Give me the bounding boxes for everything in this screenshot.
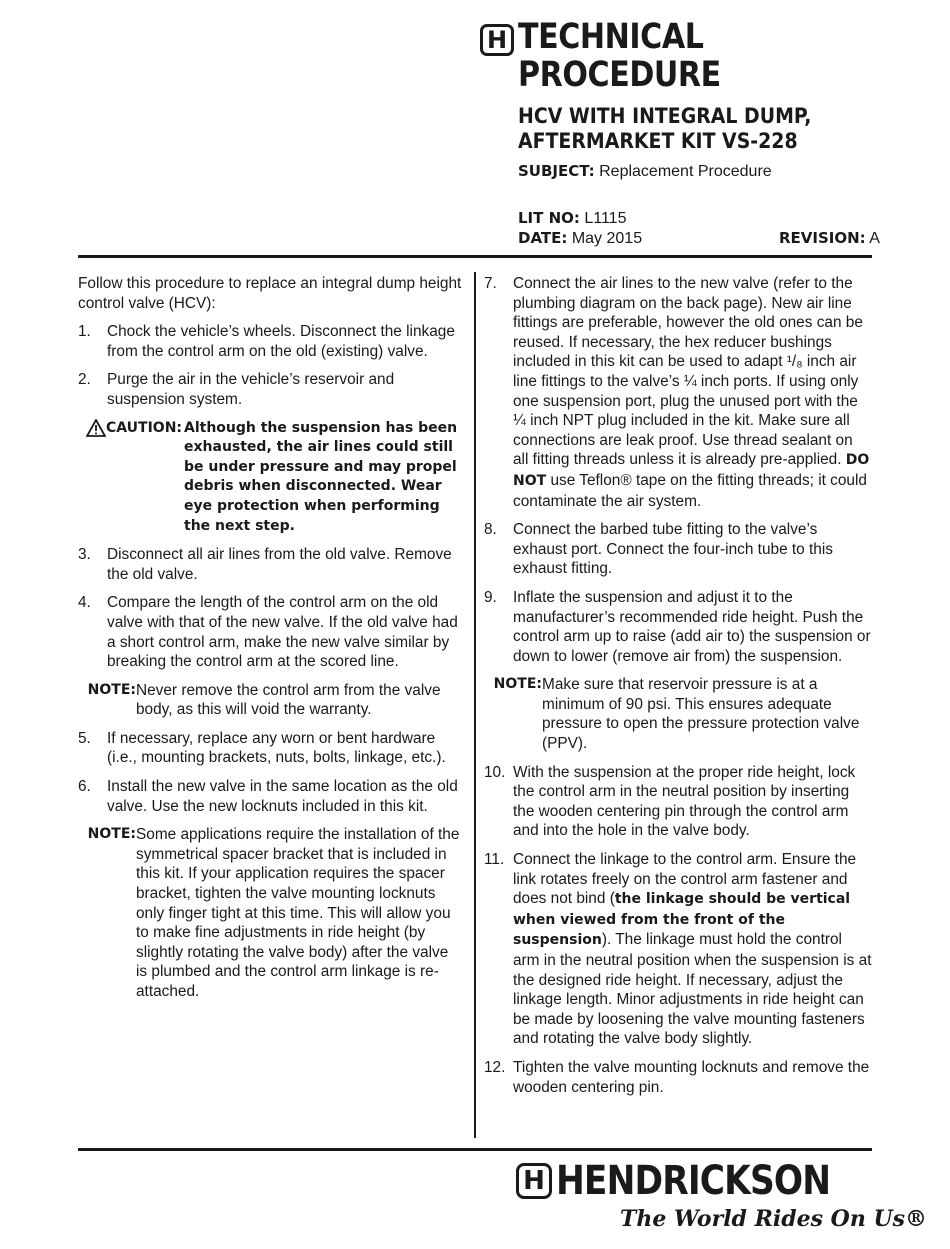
subject-label: SUBJECT: <box>518 162 595 180</box>
caution-text: Although the suspension has been exhausted, the air lines could still be under pressure and may propel debris when disconnected. Wear eye protection when performing the next step. <box>184 419 458 534</box>
warning-triangle-icon <box>86 419 106 437</box>
step-text <box>513 274 872 511</box>
step-text-part: ). The linkage must hold the control arm in the neutral position when the suspension is at the designed ride height. If necessary, adjust the linkage length. Minor adjustments in ride height can be made by loosening the valve mounting fasteners and rotating the valve body slightly. <box>513 931 872 1048</box>
hendrickson-h-logo-icon: H <box>516 1163 552 1199</box>
date-line <box>518 229 642 248</box>
step-10 <box>484 763 872 841</box>
step-number: 4. <box>78 594 91 612</box>
lit-no-line <box>518 209 626 228</box>
subtitle-line-2: AFTERMARKET KIT VS-228 <box>518 129 798 153</box>
step-number: 2. <box>78 371 91 389</box>
step-number: 12. <box>484 1058 506 1076</box>
step-number: 9. <box>484 588 497 606</box>
step-number: 3. <box>78 546 91 564</box>
subject-line <box>518 162 772 181</box>
step-number: 1. <box>78 323 91 341</box>
caution-block <box>86 419 463 537</box>
footer-divider <box>78 1148 872 1151</box>
step-8 <box>484 520 872 579</box>
step-5 <box>78 729 463 768</box>
note-label: NOTE: <box>493 676 542 693</box>
step-text: Purge the air in the vehicle’s reservoir and suspension system. <box>107 371 395 408</box>
note-3 <box>484 675 872 753</box>
caution-label-group <box>86 419 184 537</box>
brand-name: HENDRICKSON <box>556 1158 831 1204</box>
step-text-part: Connect the air lines to the new valve (refer to the plumbing diagram on the back page). New air line fittings are preferable, however the old ones can be reused. If necessary, the hex reducer bushings included in this kit can be used to adapt ¹/₈ inch air line fittings to the valve’s ¼ inch ports. If using only one suspension port, plug the unused port with the ¼ inch NPT plug included in the kit. Make sure all connections are leak proof. Use thread sealant on all fitting threads unless it is already pre-applied. <box>513 275 863 469</box>
step-text <box>513 850 872 1049</box>
step-text: Compare the length of the control arm on the old valve with that of the new valve. If the old valve had a short control arm, make the new valve similar by breaking the control arm at the scored line. <box>107 594 458 671</box>
subtitle-line-1: HCV WITH INTEGRAL DUMP, <box>518 104 812 128</box>
revision-line <box>779 229 880 248</box>
step-text: Chock the vehicle’s wheels. Disconnect the linkage from the control arm on the old (existing) valve. <box>107 323 455 360</box>
column-divider <box>474 272 476 1138</box>
step-9 <box>484 588 872 666</box>
step-number: 7. <box>484 275 497 292</box>
note-text: Make sure that reservoir pressure is at a minimum of 90 psi. This ensures adequate pressure to open the pressure protection valve (PPV). <box>542 676 860 753</box>
hendrickson-h-logo-icon: H <box>480 24 514 56</box>
intro-paragraph: Follow this procedure to replace an integral dump height control valve (HCV): <box>78 275 462 312</box>
header-divider <box>78 255 872 258</box>
step-number: 8. <box>484 521 497 539</box>
caution-label: CAUTION: <box>106 419 183 436</box>
date-label: DATE: <box>518 229 568 247</box>
step-3 <box>78 545 463 584</box>
footer-logo <box>516 1158 875 1204</box>
step-text: With the suspension at the proper ride height, lock the control arm in the neutral position by inserting the wooden centering pin through the control arm and into the hole in the valve body. <box>513 763 856 840</box>
title-row <box>480 18 872 94</box>
document-header <box>480 18 872 94</box>
step-number: 10. <box>484 763 506 781</box>
subject-value: Replacement Procedure <box>599 163 772 180</box>
document-title <box>518 18 721 94</box>
step-text: Disconnect all air lines from the old valve. Remove the old valve. <box>107 546 452 583</box>
document-subtitle <box>518 104 811 154</box>
step-7 <box>484 274 872 511</box>
left-column <box>78 274 463 1011</box>
step-number: 5. <box>78 729 91 747</box>
right-column <box>484 274 872 1106</box>
note-text: Some applications require the installation of the symmetrical spacer bracket that is included in this kit. If your application requires the spacer bracket, tighten the valve mounting locknuts only finger tight at this time. This will allow you to make fine adjustments in ride height (by slightly rotating the valve body) after the valve is plumbed and the control arm linkage is re-attached. <box>136 826 460 1000</box>
step-number: 11. <box>484 851 505 869</box>
lit-label: LIT NO: <box>518 209 580 227</box>
date-value: May 2015 <box>571 230 643 247</box>
step-6 <box>78 777 463 816</box>
note-text: Never remove the control arm from the valve body, as this will void the warranty. <box>136 681 441 719</box>
step-text: Install the new valve in the same location as the old valve. Use the new locknuts included in this kit. <box>107 778 458 815</box>
step-text-bold: DO NOT <box>513 452 870 489</box>
note-2 <box>78 825 463 1001</box>
step-text: Connect the barbed tube fitting to the valve’s exhaust port. Connect the four-inch tube to this exhaust fitting. <box>513 521 833 578</box>
step-1 <box>78 322 463 361</box>
step-text: If necessary, replace any worn or bent hardware (i.e., mounting brackets, nuts, bolts, linkage, etc.). <box>107 729 446 767</box>
step-4 <box>78 593 463 671</box>
step-12 <box>484 1058 872 1097</box>
note-1 <box>78 681 463 720</box>
revision-value: A <box>869 230 880 247</box>
step-text: Tighten the valve mounting locknuts and remove the wooden centering pin. <box>513 1058 870 1096</box>
step-text-bold: the linkage should be vertical when viewed from the front of the suspension <box>513 891 851 949</box>
step-text-part: use Teflon® tape on the fitting threads; it could contaminate the air system. <box>513 471 867 510</box>
title-line-2: PROCEDURE <box>518 55 721 95</box>
revision-label: REVISION: <box>779 229 866 247</box>
brand-tagline: The World Rides On Us® <box>620 1206 928 1232</box>
title-line-1: TECHNICAL <box>518 17 704 57</box>
note-label: NOTE: <box>87 826 136 843</box>
lit-value: L1115 <box>584 210 627 227</box>
note-label: NOTE: <box>87 681 136 698</box>
step-2 <box>78 370 463 409</box>
step-text-part: Connect the linkage to the control arm. Ensure the link rotates freely on the control arm fastener and does not bind ( <box>513 851 857 908</box>
step-number: 6. <box>78 778 91 796</box>
step-11 <box>484 850 872 1049</box>
step-text: Inflate the suspension and adjust it to the manufacturer’s recommended ride height. Push the control arm up to raise (add air to) the suspension or down to lower (remove air from) the suspension. <box>513 588 871 665</box>
